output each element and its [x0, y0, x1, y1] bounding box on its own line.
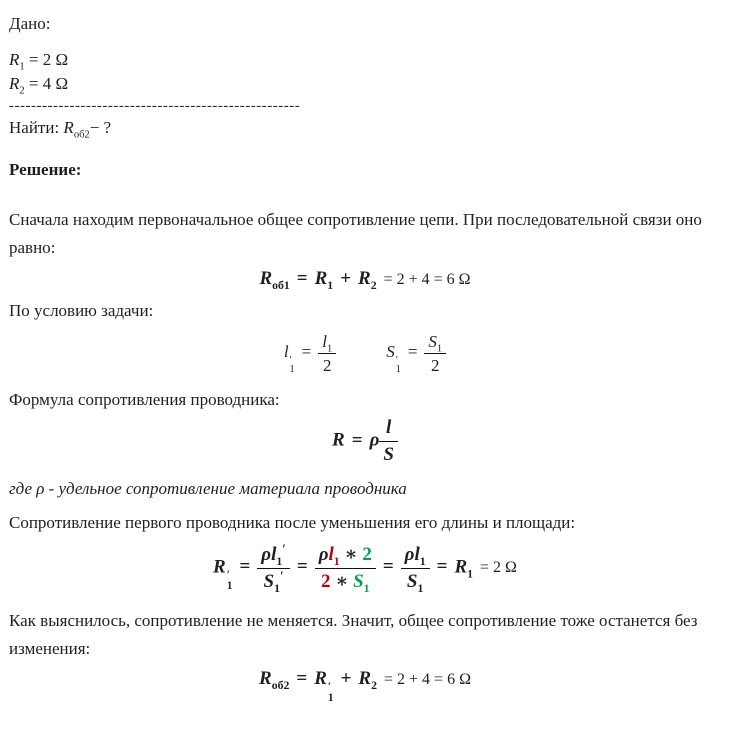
math-subscript: 1 [467, 567, 474, 581]
math-var: R [9, 50, 20, 69]
fraction-simplified [401, 543, 430, 594]
prime-mark: ′ [282, 540, 286, 556]
math-subscript: 1 [327, 278, 334, 292]
math-var: R [9, 74, 20, 93]
formula-total-resistance-1 [9, 268, 721, 291]
math-var: R [259, 668, 272, 690]
prime-subscript-stack [290, 356, 295, 376]
fraction [424, 331, 446, 377]
fraction-numerator [257, 540, 290, 569]
math-var: R [314, 268, 328, 289]
solution-label: Решение: [9, 160, 82, 179]
math-subscript: 1 [276, 554, 283, 568]
equals-sign: = [407, 342, 418, 362]
prime-mark: ′ [327, 680, 332, 693]
paragraph-initial-resistance: Сначала находим первоначальное общее сопротивление цепи. При последовательной связи оно равно: [9, 210, 702, 257]
fraction-numerator: l [379, 416, 398, 442]
paragraph-rho-definition: где ρ - удельное сопротивление материала проводника [9, 478, 407, 498]
math-var: R [454, 556, 468, 578]
math-subscript: об1 [272, 278, 290, 292]
fraction-denominator [315, 569, 376, 594]
equals-sign: = [296, 556, 308, 578]
math-number-highlight-red: 2 [320, 570, 331, 592]
fraction-denominator: 2 [322, 356, 332, 376]
math-var: l [322, 331, 327, 351]
find-line [9, 116, 721, 140]
given-line-r2 [9, 72, 721, 96]
math-subscript: 1 [436, 343, 443, 355]
rho-symbol: ρ [404, 543, 415, 565]
prime-mark: ′ [289, 354, 292, 366]
multiply-sign: ∗ [344, 543, 358, 565]
math-subscript: 1 [417, 581, 424, 595]
equals-sign: = [239, 556, 251, 578]
math-var: S [386, 342, 395, 362]
math-subscript: 1 [333, 554, 340, 568]
fraction-numerator [401, 543, 430, 569]
formula-result: = 2 + 4 = 6 Ω [384, 671, 471, 689]
equals-sign: = [436, 556, 448, 578]
math-var: R [358, 668, 372, 690]
formula-l-prime [283, 331, 336, 376]
find-label: Найти: [9, 118, 64, 137]
math-subscript: 1 [395, 364, 401, 376]
rho-symbol: ρ [369, 429, 380, 451]
math-var: R [259, 268, 273, 289]
fraction-denominator: S [383, 444, 394, 466]
math-var: R [63, 118, 74, 137]
fraction [318, 331, 336, 377]
math-value: = 2 Ω [24, 50, 69, 69]
equals-sign: = [296, 668, 308, 690]
rho-symbol: ρ [318, 543, 329, 565]
math-var: l [414, 543, 420, 565]
paragraph-conclusion: Как выяснилось, сопротивление не меняется. Значит, общее сопротивление тоже останется без изменения: [9, 611, 698, 659]
prime-mark: ′ [395, 354, 398, 366]
paragraph-formula-intro: Формула сопротивления проводника: [9, 390, 280, 410]
prime-subscript-stack [396, 356, 401, 376]
divider-dashes: ----------------------------------------------------- [9, 98, 301, 114]
math-number-highlight-green: 2 [362, 543, 372, 565]
math-var: l [271, 543, 277, 565]
math-subscript: 1 [419, 554, 426, 568]
math-var: S [428, 331, 437, 351]
fraction-denominator: 2 [431, 356, 440, 376]
prime-subscript-stack [227, 570, 233, 593]
fraction [379, 416, 398, 467]
multiply-sign: ∗ [335, 570, 349, 592]
math-subscript: 1 [19, 61, 25, 73]
math-subscript: 2 [370, 278, 377, 292]
formula-resistance-law [9, 416, 721, 467]
find-question: − ? [89, 118, 112, 137]
math-var: R [213, 556, 226, 578]
rho-symbol: ρ [261, 543, 272, 565]
prime-mark: ′ [226, 569, 230, 582]
math-subscript: 2 [371, 679, 377, 693]
prime-mark: ′ [279, 567, 284, 583]
fraction-denominator [401, 569, 430, 594]
equals-sign: = [296, 268, 308, 289]
fraction-colored [315, 543, 376, 594]
formula-modified-resistance [9, 540, 721, 595]
math-subscript: 1 [326, 343, 333, 355]
math-value: = 4 Ω [24, 74, 69, 93]
math-var: S [406, 570, 418, 592]
equals-sign: = [301, 342, 312, 362]
formula-total-resistance-2 [9, 668, 721, 704]
math-subscript: 1 [327, 691, 334, 704]
equals-sign: = [351, 429, 363, 451]
formula-result: = 2 Ω [480, 559, 517, 577]
given-label: Дано: [9, 14, 51, 33]
math-subscript: 1 [289, 364, 295, 376]
formula-s-prime [386, 331, 446, 376]
math-var: l [283, 342, 289, 362]
fraction-primed [257, 540, 290, 595]
math-var: S [263, 570, 275, 592]
given-line-r1 [9, 48, 721, 72]
paragraph-first-conductor: Сопротивление первого проводника после уменьшения его длины и площади: [9, 512, 576, 532]
fraction-numerator [315, 543, 376, 569]
paragraph-condition: По условию задачи: [9, 300, 154, 320]
formula-result: = 2 + 4 = 6 Ω [383, 271, 471, 288]
math-var: R [332, 429, 345, 451]
math-subscript: 1 [226, 579, 233, 592]
math-var: R [314, 668, 327, 690]
math-subscript: об2 [271, 679, 290, 693]
math-var: R [358, 268, 371, 289]
math-var-highlight-green: S [353, 570, 364, 592]
fraction-numerator [318, 331, 336, 354]
fraction-numerator [424, 331, 446, 354]
fraction-denominator [257, 569, 290, 594]
math-subscript: 2 [19, 85, 25, 97]
math-subscript: об2 [73, 129, 90, 141]
prime-subscript-stack [328, 682, 334, 705]
math-subscript: 1 [274, 581, 280, 595]
plus-sign: + [340, 268, 352, 289]
formula-condition-pair [9, 331, 721, 377]
math-subscript: 1 [363, 581, 370, 595]
equals-sign: = [382, 556, 394, 578]
plus-sign: + [340, 668, 352, 690]
math-var-highlight-red: l [328, 543, 334, 565]
